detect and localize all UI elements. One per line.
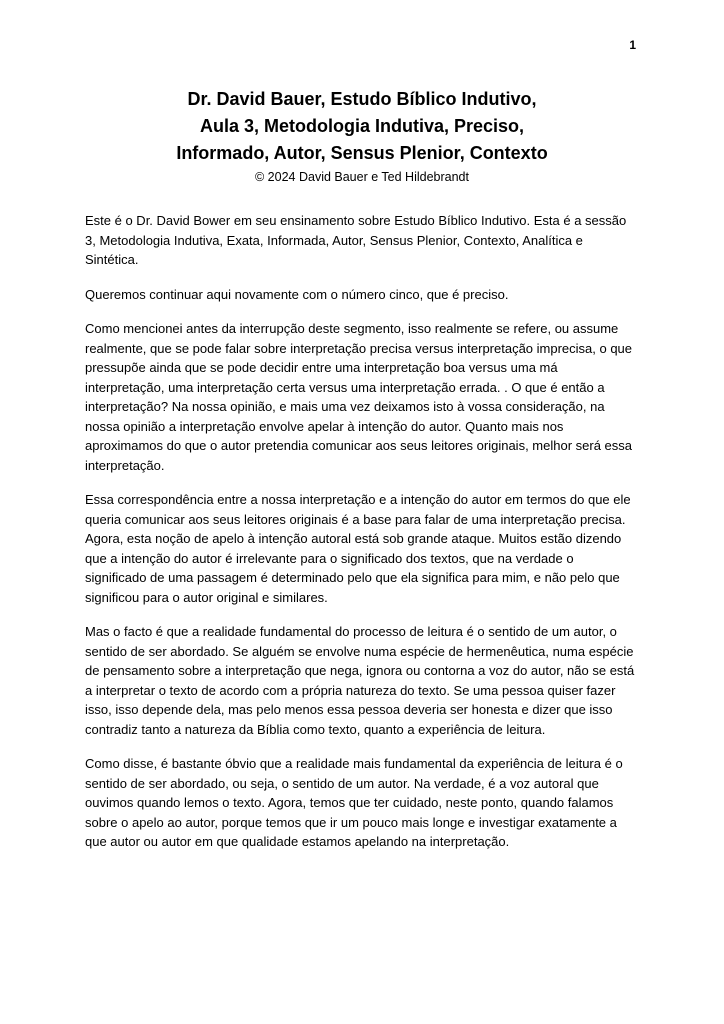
paragraph-6: Como disse, é bastante óbvio que a realidade mais fundamental da experiência de leitura é o sentido de ser abordado, ou seja, o sentido de um autor. Na verdade, é a voz autoral que ouvimos quando lemos o texto. Agora, temos que ter cuidado, neste ponto, quando falamos sobre o apelo ao autor, porque temos que ir um pouco mais longe e investigar exatamente a que autor ou autor em que qualidade estamos apelando na interpretação. (85, 756, 623, 849)
paragraph-4: Essa correspondência entre a nossa interpretação e a intenção do autor em termos do que ele queria comunicar aos seus leitores originais é a base para falar de uma interpretação precisa. Agora, esta noção de apelo à intenção autoral está sob grande ataque. Muitos estão dizendo que a intenção do autor é irrelevante para o significado dos textos, que na verdade o significado de uma passagem é determinado pelo que ela significa para mim, e não pelo que significou para o autor original e similares. (85, 492, 631, 605)
title-line-2: Aula 3, Metodologia Indutiva, Preciso, (199, 116, 525, 136)
title-line-3: Informado, Autor, Sensus Plenior, Contexto (176, 143, 548, 163)
paragraph-1: Este é o Dr. David Bower em seu ensinamento sobre Estudo Bíblico Indutivo. Esta é a sessão 3, Metodologia Indutiva, Exata, Informada, Autor, Sensus Plenior, Contexto, Analítica e Sintética. (85, 213, 627, 267)
paragraph-3: Como mencionei antes da interrupção deste segmento, isso realmente se refere, ou assume realmente, que se pode falar sobre interpretação precisa versus interpretação imprecisa, o que pressupõe ainda que se pode decidir entre uma interpretação boa versus uma má interpretação, uma interpretação certa versus uma interpretação errada. . O que é então a interpretação? Na nossa opinião, e mais uma vez deixamos isto à vossa consideração, na nossa opinião a interpretação envolve apelar à intenção do autor. Quanto mais nos aproximamos do que o autor pretendia comunicar aos seus leitores originais, melhor será essa interpretação. (85, 321, 633, 473)
copyright-line: © 2024 David Bauer e Ted Hildebrandt (255, 170, 469, 184)
title-line-1: Dr. David Bauer, Estudo Bíblico Indutivo, (187, 89, 537, 109)
paragraph-5: Mas o facto é que a realidade fundamental do processo de leitura é o sentido de um autor, o sentido de ser abordado. Se alguém se envolve numa espécie de hermenêutica, numa espécie de pensamento sobre a interpretação que nega, ignora ou contorna a voz do autor, não se está a interpretar o texto de acordo com a própria natureza do texto. Se uma pessoa quiser fazer isso, isso depende dela, mas pelo menos essa pessoa deveria ser honesta e dizer que isso contradiz tanto a natureza da Bíblia como texto, quanto a experiência de leitura. (85, 624, 635, 737)
document-body (85, 211, 638, 852)
paragraph-2: Queremos continuar aqui novamente com o número cinco, que é preciso. (85, 286, 509, 302)
page-number: 1 (629, 38, 636, 52)
document-title (60, 86, 664, 167)
